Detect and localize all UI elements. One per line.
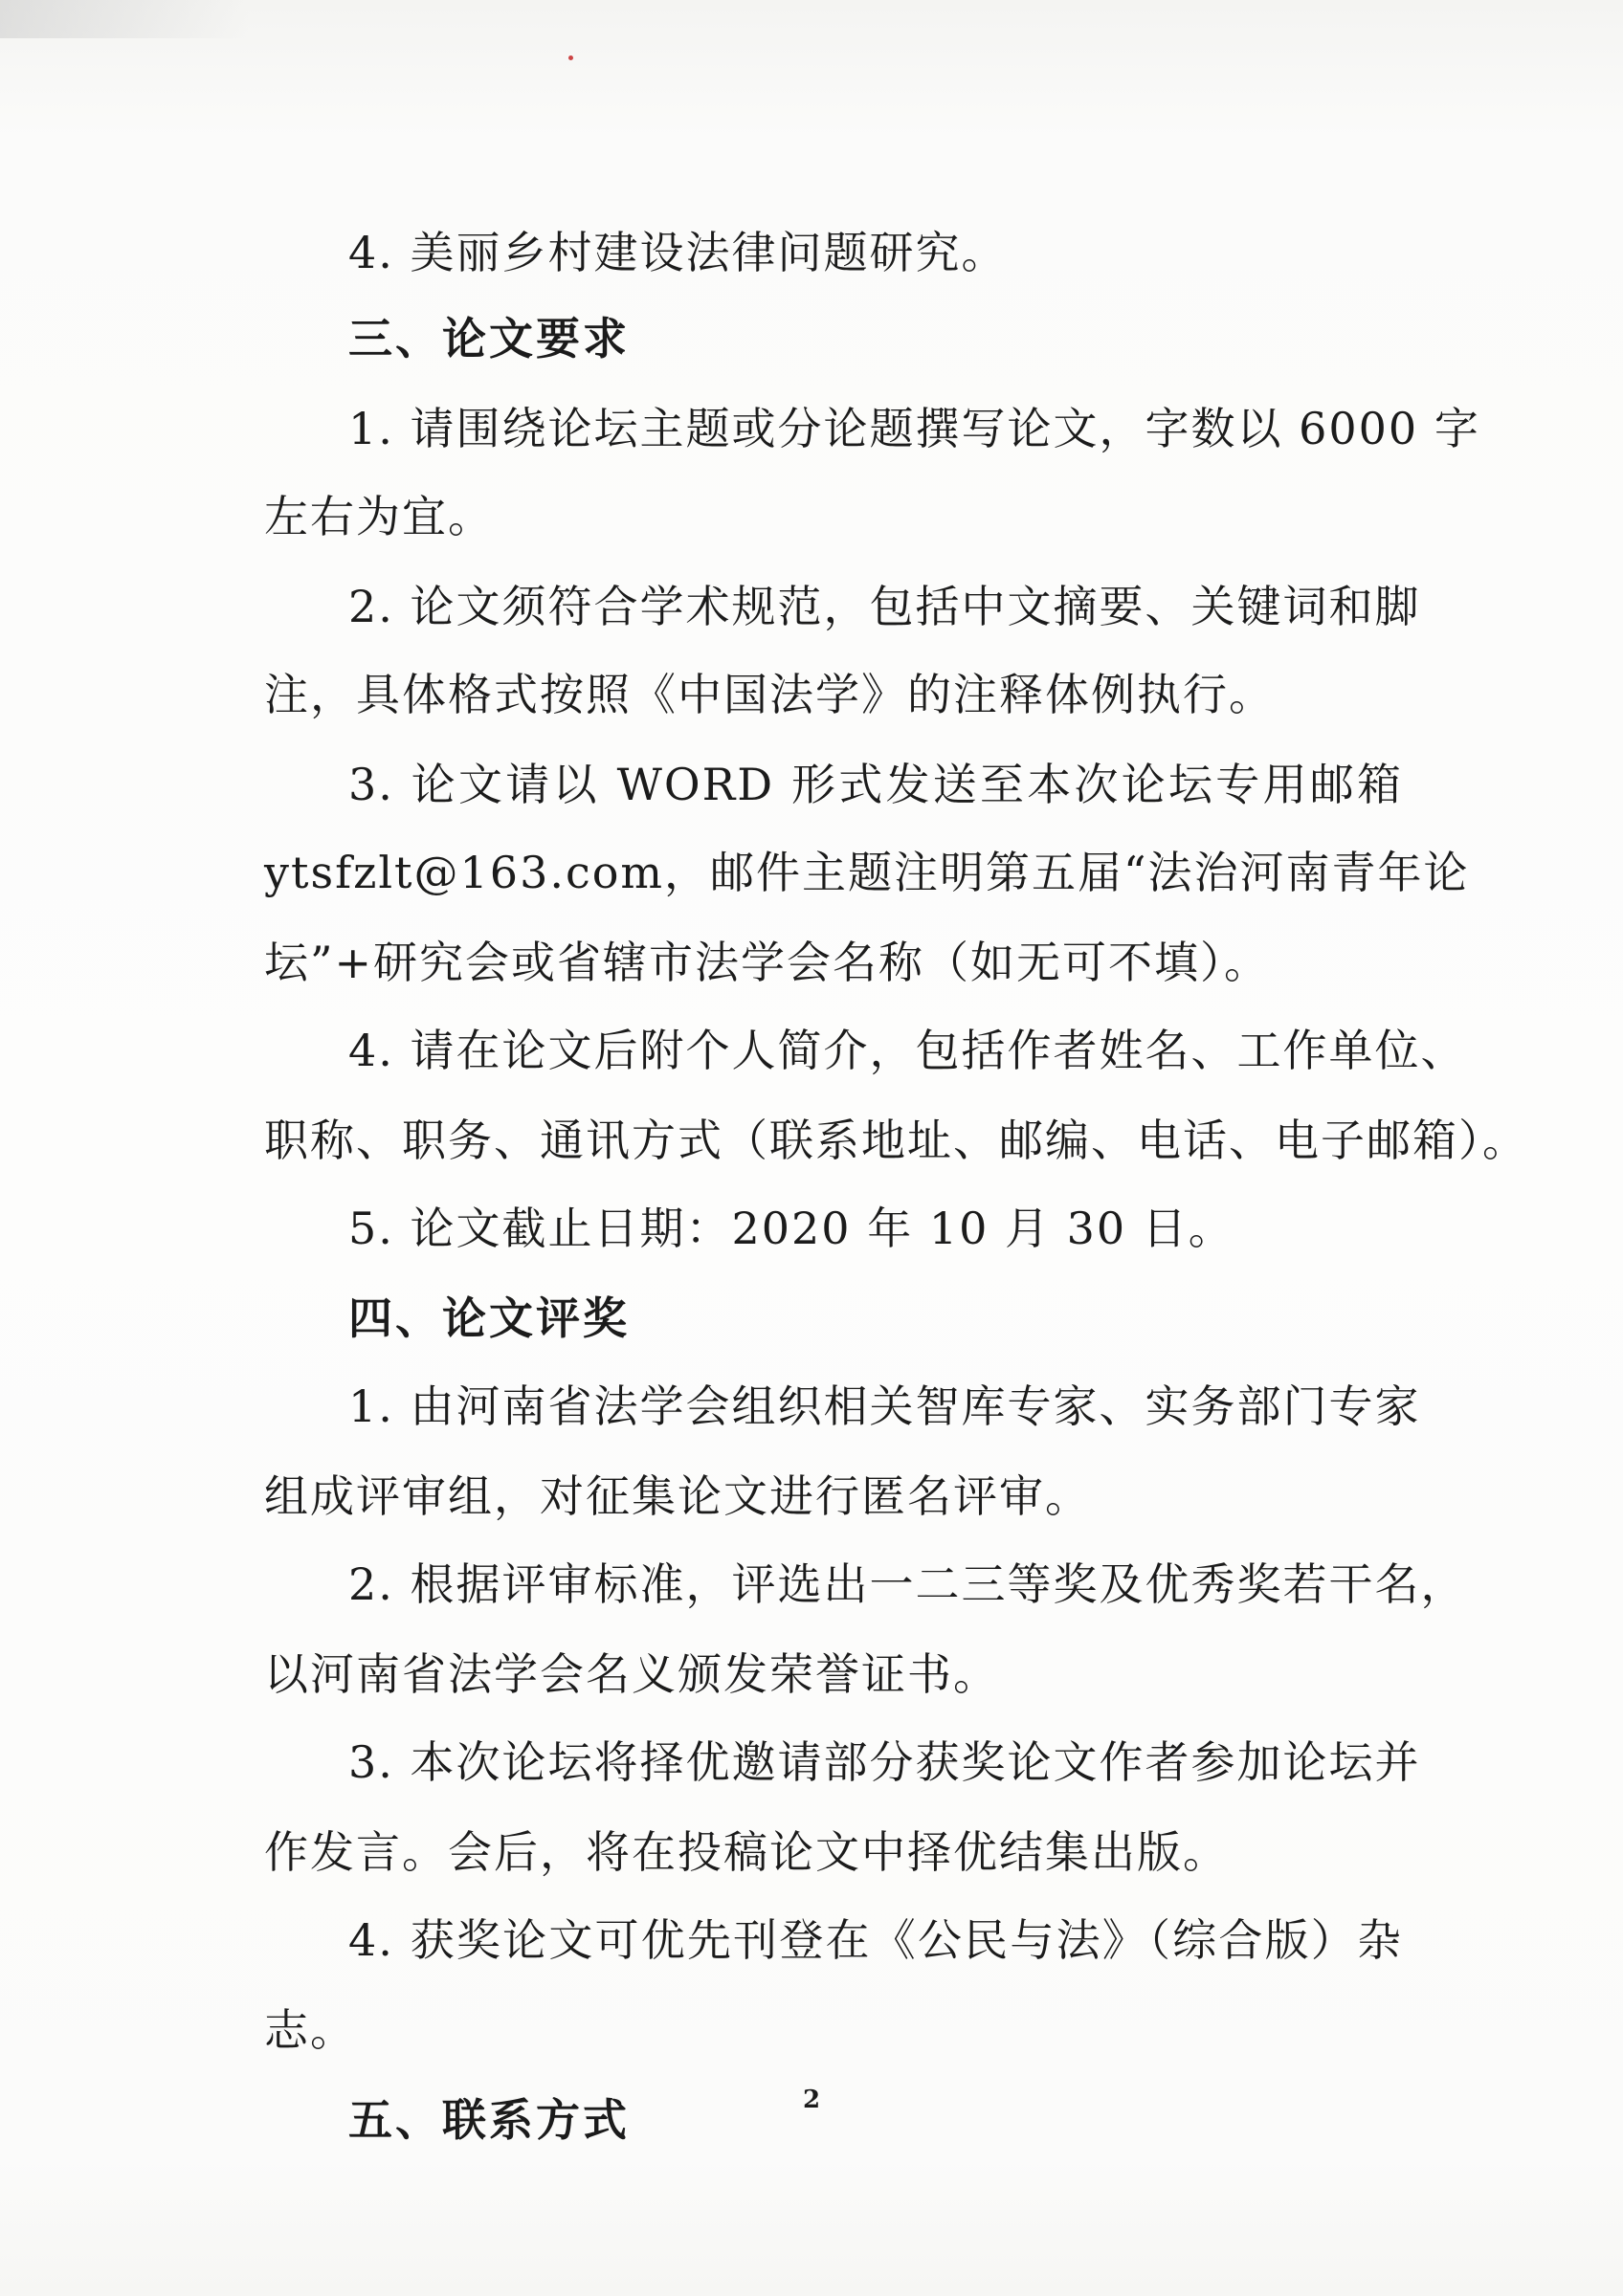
award-3-line-1: 3. 本次论坛将择优邀请部分获奖论文作者参加论坛并 <box>348 1736 1421 1788</box>
requirement-4-line-1: 4. 请在论文后附个人简介，包括作者姓名、工作单位、 <box>348 1025 1467 1076</box>
topic-item-4: 4. 美丽乡村建设法律问题研究。 <box>348 227 1008 278</box>
requirement-3-line-1: 3. 论文请以 WORD 形式发送至本次论坛专用邮箱 <box>348 759 1403 810</box>
section-heading-contact: 五、联系方式 <box>348 2094 630 2146</box>
award-1-line-1: 1. 由河南省法学会组织相关智库专家、实务部门专家 <box>348 1380 1421 1432</box>
requirement-1-line-1: 1. 请围绕论坛主题或分论题撰写论文，字数以 6000 字 <box>348 403 1480 454</box>
requirement-3-line-2: ytsfzlt@163.com，邮件主题注明第五届“法治河南青年论 <box>264 847 1470 898</box>
requirement-4-line-2: 职称、职务、通讯方式（联系地址、邮编、电话、电子邮箱）。 <box>264 1115 1528 1166</box>
requirement-2-line-1: 2. 论文须符合学术规范，包括中文摘要、关键词和脚 <box>348 581 1421 632</box>
requirement-5: 5. 论文截止日期：2020 年 10 月 30 日。 <box>348 1203 1234 1254</box>
page-number: 2 <box>802 2086 821 2114</box>
award-2-line-2: 以河南省法学会名义颁发荣誉证书。 <box>264 1648 999 1700</box>
scan-shadow <box>0 0 249 38</box>
award-4-line-1: 4. 获奖论文可优先刊登在《公民与法》（综合版）杂 <box>348 1914 1403 1966</box>
award-3-line-2: 作发言。会后，将在投稿论文中择优结集出版。 <box>264 1826 1229 1878</box>
section-heading-awards: 四、论文评奖 <box>348 1292 630 1344</box>
award-1-line-2: 组成评审组，对征集论文进行匿名评审。 <box>264 1470 1091 1522</box>
section-heading-requirements: 三、论文要求 <box>348 313 630 364</box>
requirement-1-line-2: 左右为宜。 <box>264 491 494 542</box>
scan-speck <box>568 55 573 60</box>
award-4-line-2: 志。 <box>264 2004 356 2056</box>
requirement-3-line-3: 坛”+研究会或省辖市法学会名称（如无可不填）。 <box>264 937 1271 988</box>
requirement-2-line-2: 注，具体格式按照《中国法学》的注释体例执行。 <box>264 669 1275 720</box>
award-2-line-1: 2. 根据评审标准，评选出一二三等奖及优秀奖若干名， <box>348 1558 1467 1610</box>
